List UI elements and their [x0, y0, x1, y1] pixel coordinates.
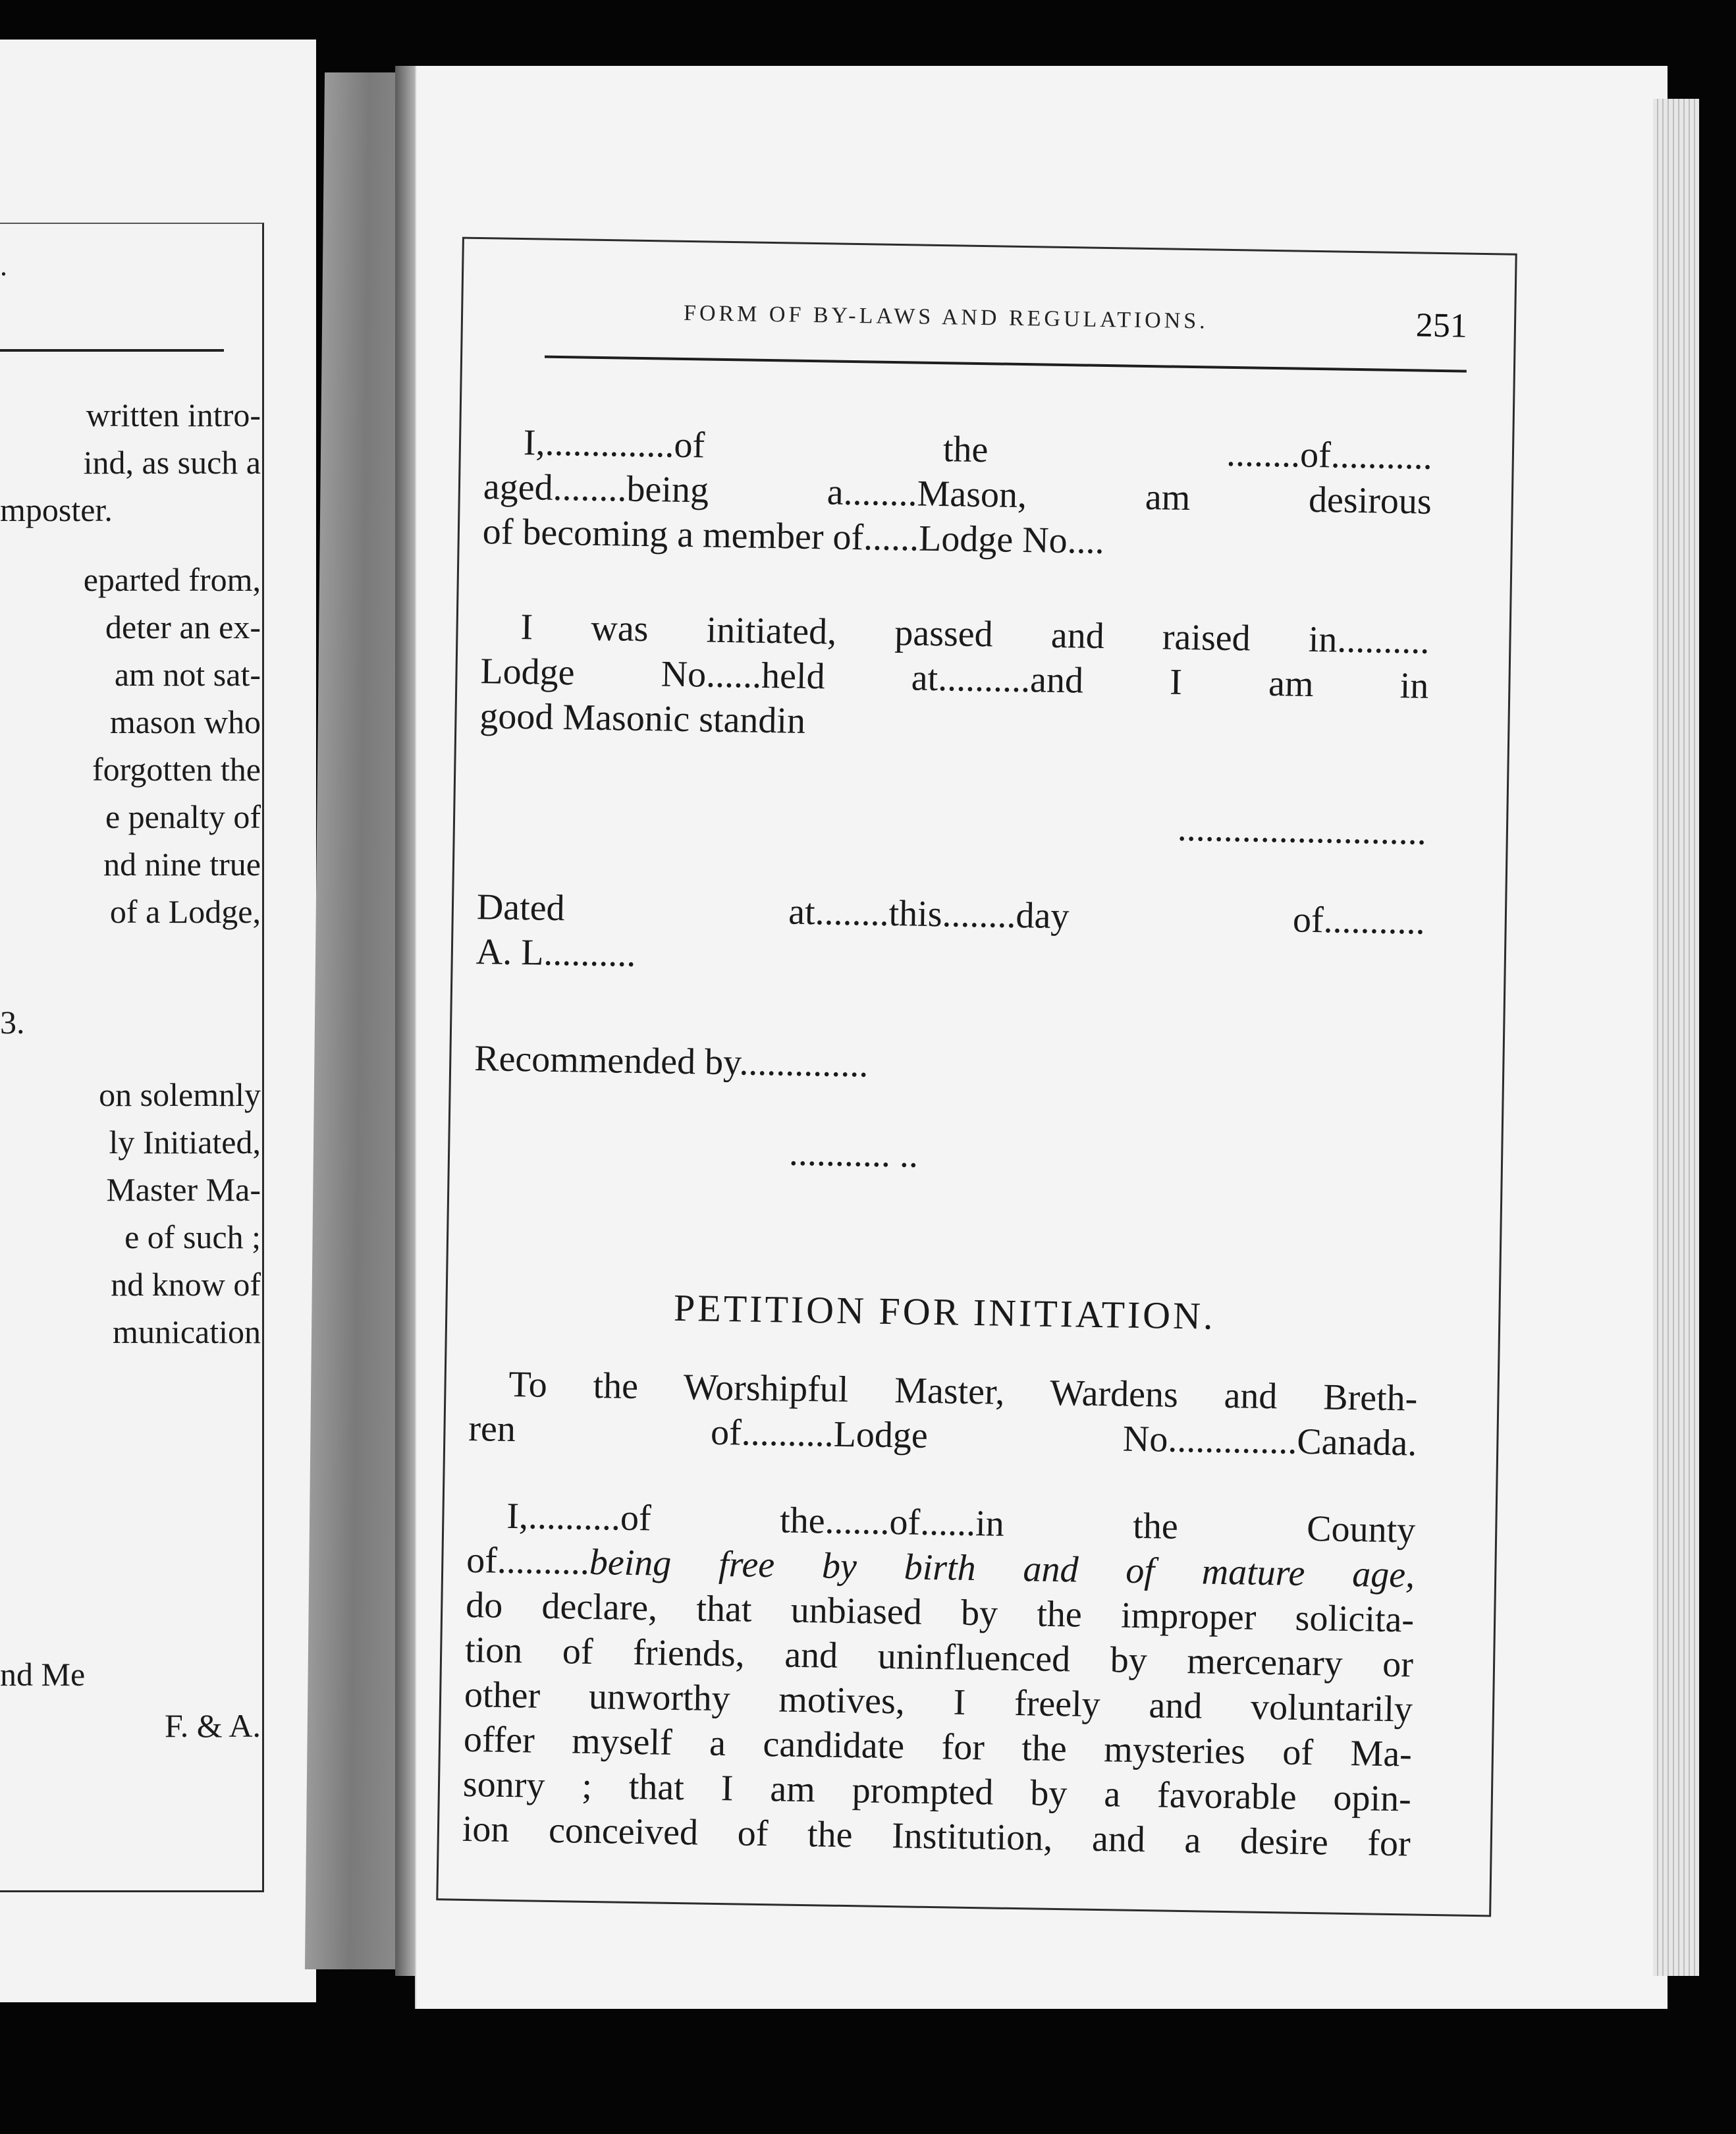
left-line: e of such ; — [124, 1218, 261, 1255]
petition-line: offer myself a candidate for the mysteries of Ma- — [463, 1718, 1413, 1775]
petition-line: ion conceived of the Institution, and a desire for — [462, 1808, 1411, 1865]
left-page-mark: . — [0, 250, 7, 282]
left-line: forgotten the — [92, 751, 261, 788]
form-line: A. L.......... — [475, 931, 636, 975]
header-rule — [545, 356, 1467, 373]
left-page-rule — [0, 349, 224, 352]
running-header — [486, 291, 1488, 346]
petition-line: sonry ; that I am prompted by a favorable opin- — [462, 1763, 1412, 1820]
right-page-content — [462, 256, 1488, 1892]
left-line: munication — [113, 1313, 261, 1350]
left-line: nd know of — [111, 1266, 261, 1303]
left-line: on solemnly — [99, 1076, 261, 1113]
petition-line-prefix: of.......... — [466, 1539, 590, 1583]
left-line: 3. — [0, 1004, 25, 1041]
petition-line: I,..........of the.......of......in the County — [506, 1495, 1416, 1551]
page-edges — [1653, 99, 1699, 1976]
form-line: Recommended by.............. — [474, 1038, 869, 1085]
running-title: FORM OF BY-LAWS AND REGULATIONS. — [683, 300, 1209, 334]
left-line: e penalty of — [105, 798, 261, 835]
left-line: nd nine true — [103, 846, 261, 883]
left-line: F. & A. — [164, 1707, 261, 1744]
form-line: I was initiated, passed and raised in.......... — [520, 607, 1430, 662]
form-line: I,..............of the ........of........... — [523, 422, 1433, 478]
petition-title: PETITION FOR INITIATION. — [673, 1286, 1216, 1338]
form-line: aged........being a........Mason, am desirous — [483, 466, 1432, 522]
left-line: of a Lodge, — [109, 893, 261, 930]
page-number: 251 — [1415, 306, 1468, 345]
left-line: ly Initiated, — [109, 1124, 261, 1161]
petition-line: tion of friends, and uninfluenced by mercenary or — [464, 1629, 1414, 1685]
petition-line: ren of..........Lodge No..............Canada. — [468, 1408, 1417, 1464]
petition-line: To the Worshipful Master, Wardens and Breth- — [508, 1363, 1418, 1419]
left-line: written intro- — [86, 397, 261, 433]
left-line: deter an ex- — [105, 609, 261, 645]
left-line: ind, as such a — [83, 444, 261, 481]
signature-line: ........... .. — [788, 1132, 919, 1176]
left-line: mason who — [109, 703, 261, 740]
left-line: nd Me — [0, 1656, 86, 1693]
form-line: of becoming a member of......Lodge No.... — [482, 511, 1105, 562]
left-page — [0, 40, 316, 2002]
left-line: am not sat- — [114, 656, 261, 693]
form-line: Lodge No......held at..........and I am in — [480, 651, 1429, 707]
petition-line: do declare, that unbiased by the improper solicita- — [465, 1584, 1415, 1641]
left-line: mposter. — [0, 491, 113, 528]
form-line: good Masonic standin — [479, 696, 806, 742]
petition-italic-phrase: being free by birth and of mature age, — [589, 1541, 1415, 1596]
left-line: eparted from, — [83, 561, 261, 598]
left-line: Master Ma- — [106, 1171, 261, 1208]
form-line: Dated at........this........day of........... — [476, 887, 1426, 943]
signature-line: ........................... — [1177, 807, 1427, 853]
petition-line: other unworthy motives, I freely and voluntarily — [464, 1674, 1413, 1730]
